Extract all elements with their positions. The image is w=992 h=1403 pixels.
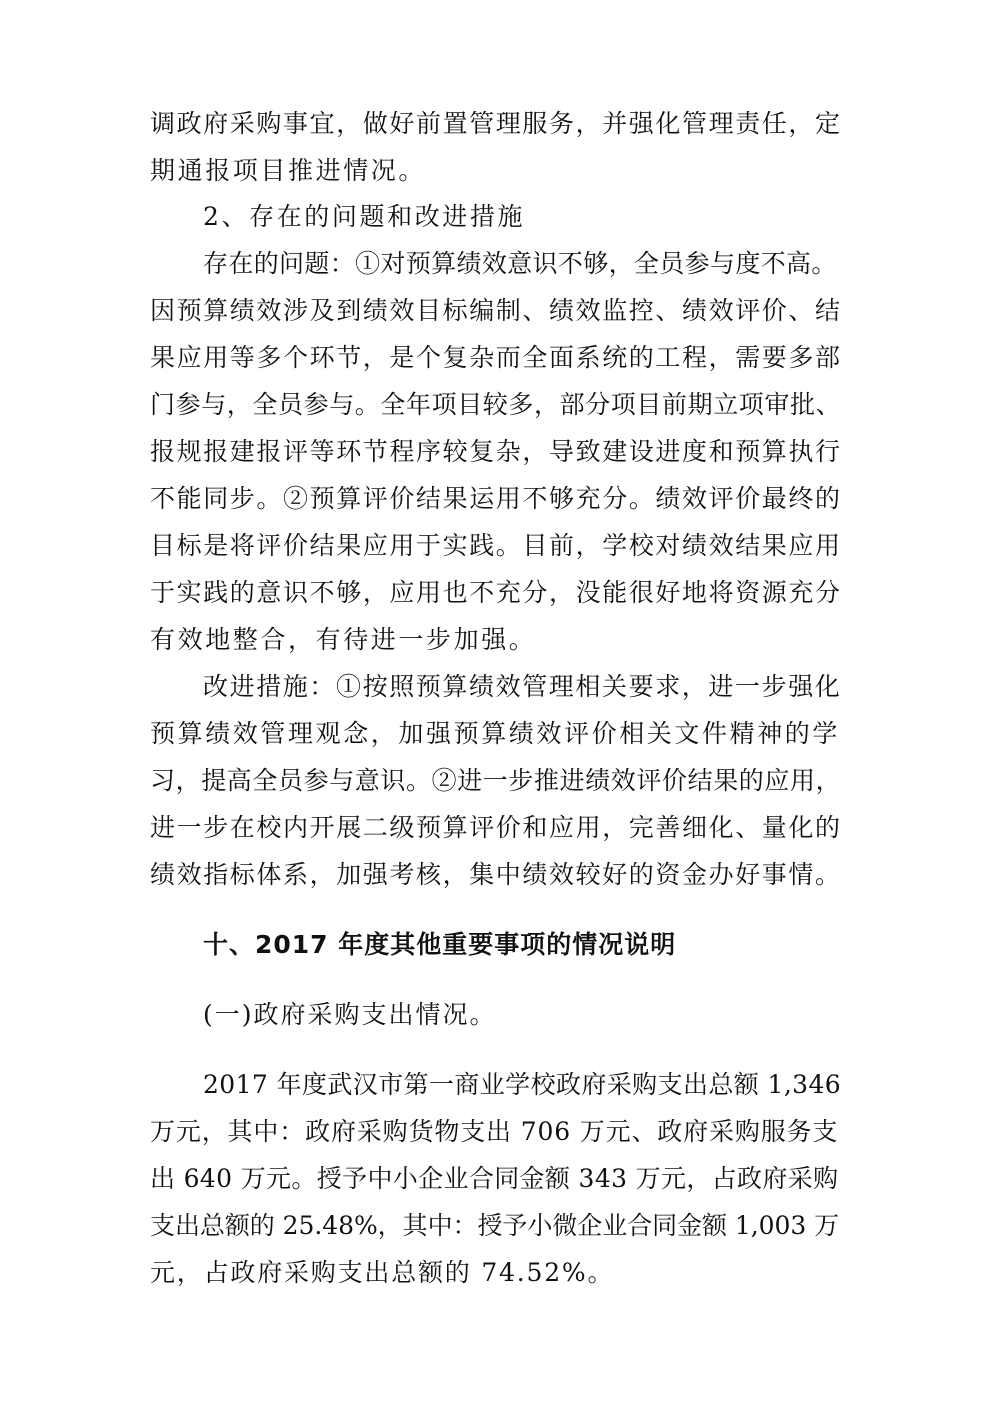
paragraph-line: 进一步在校内开展二级预算评价和应用，完善细化、量化的: [150, 813, 842, 842]
paragraph-line: 不能同步。②预算评价结果运用不够充分。绩效评价最终的: [150, 484, 842, 513]
paragraph-line: 2017 年度武汉市第一商业学校政府采购支出总额 1,346: [203, 1070, 842, 1099]
paragraph-line: 期通报项目推进情况。: [150, 156, 427, 185]
paragraph-line: 因预算绩效涉及到绩效目标编制、绩效监控、绩效评价、结: [150, 296, 842, 325]
paragraph-line: 预算绩效管理观念，加强预算绩效评价相关文件精神的学: [150, 719, 841, 748]
section-heading: 十、2017 年度其他重要事项的情况说明: [203, 930, 677, 959]
paragraph-line: 元，占政府采购支出总额的 74.52%。: [150, 1258, 615, 1287]
paragraph-line: 绩效指标体系，加强考核，集中绩效较好的资金办好事情。: [150, 860, 842, 889]
paragraph-line: 报规报建报评等环节程序较复杂，导致建设进度和预算执行: [150, 437, 842, 466]
paragraph-line: 出 640 万元。授予中小企业合同金额 343 万元，占政府采购: [150, 1164, 839, 1193]
paragraph-line: 有效地整合，有待进一步加强。: [150, 625, 537, 654]
paragraph-line: 万元，其中：政府采购货物支出 706 万元、政府采购服务支: [150, 1117, 839, 1146]
paragraph-line: 目标是将评价结果应用于实践。目前，学校对绩效结果应用: [150, 531, 842, 560]
section-heading: 2、存在的问题和改进措施: [203, 202, 526, 231]
paragraph-line: 存在的问题：①对预算绩效意识不够，全员参与度不高。: [203, 249, 837, 278]
paragraph-line: 习，提高全员参与意识。②进一步推进绩效评价结果的应用，: [150, 766, 842, 795]
paragraph-line: 调政府采购事宜，做好前置管理服务，并强化管理责任，定: [150, 109, 842, 138]
paragraph-line: 改进措施：①按照预算绩效管理相关要求，进一步强化: [203, 672, 842, 701]
paragraph-line: 支出总额的 25.48%，其中：授予小微企业合同金额 1,003 万: [150, 1211, 840, 1240]
paragraph-line: 果应用等多个环节，是个复杂而全面系统的工程，需要多部: [150, 343, 842, 372]
subsection-heading: (一)政府采购支出情况。: [203, 1000, 497, 1029]
paragraph-line: 于实践的意识不够，应用也不充分，没能很好地将资源充分: [150, 578, 842, 607]
paragraph-line: 门参与，全员参与。全年项目较多，部分项目前期立项审批、: [150, 390, 842, 419]
